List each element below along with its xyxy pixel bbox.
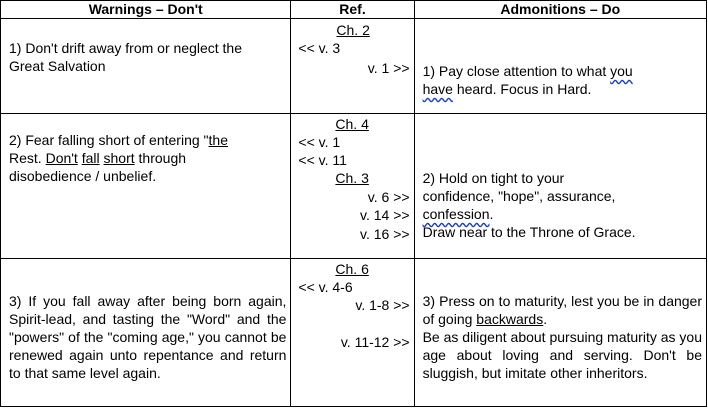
ref-verse: v. 16 >> — [360, 226, 410, 242]
table-row — [1, 259, 707, 407]
admonition-2-line2: confidence, "hope", assurance, — [422, 188, 616, 204]
admonition-3: 3) Press on to maturity, lest you be in danger of going backwards. Be as diligent about pursuing maturity as you age about loving and serving. Don't be sluggish, but imitate other inheritors. — [422, 293, 702, 381]
warning-3: 3) If you fall away after being born again, Spirit-lead, and tasting the "Word" and the "powers" of the "coming age," you cannot be renewed again unto repentance and return to that same level again. — [9, 293, 287, 381]
ref-verse: v. 1-8 >> — [355, 297, 410, 313]
admonition-cell-1 — [414, 19, 706, 114]
ref-chapter: Ch. 6 — [335, 261, 369, 277]
header-admonitions: Admonitions – Do — [414, 1, 706, 19]
admonition-cell-2 — [414, 114, 706, 259]
warning-cell-2 — [1, 114, 291, 259]
admonition-2-line1: 2) Hold on tight to your — [422, 170, 565, 186]
ref-cell-2 — [291, 114, 414, 259]
ref-cell-1 — [291, 19, 414, 114]
ref-verse: << v. 3 — [298, 40, 341, 56]
warning-1-line1: 1) Don't drift away from or neglect the — [9, 40, 242, 56]
header-ref: Ref. — [291, 1, 414, 19]
ref-verse: v. 14 >> — [360, 207, 410, 223]
admonition-1: 1) Pay close attention to what you have heard. Focus in Hard. — [422, 63, 633, 97]
ref-verse: v. 6 >> — [367, 189, 410, 205]
ref-verse: << v. 1 — [298, 134, 341, 150]
ref-chapter: Ch. 4 — [335, 116, 369, 132]
ref-chapter: Ch. 2 — [336, 22, 370, 38]
admonition-2-line4: Draw near to the Throne of Grace. — [422, 224, 636, 240]
header-warnings: Warnings – Don't — [1, 1, 291, 19]
ref-verse: v. 1 >> — [367, 60, 410, 76]
table-row — [1, 19, 707, 114]
admonition-2-line3: confession. — [422, 206, 494, 222]
table-row — [1, 114, 707, 259]
warning-2: 2) Fear falling short of entering "the Rest. Don't fall short through disobedience / unbelief. — [9, 132, 228, 184]
ref-chapter: Ch. 3 — [335, 170, 369, 186]
ref-verse: << v. 4-6 — [298, 279, 353, 295]
ref-verse: << v. 11 — [298, 152, 347, 168]
warning-cell-1 — [1, 19, 291, 114]
warning-1-line2: Great Salvation — [9, 58, 106, 74]
warning-cell-3 — [1, 259, 291, 407]
header-row — [1, 1, 707, 19]
ref-cell-3 — [291, 259, 414, 407]
ref-verse: v. 11-12 >> — [340, 334, 410, 350]
admonition-cell-3 — [414, 259, 706, 407]
